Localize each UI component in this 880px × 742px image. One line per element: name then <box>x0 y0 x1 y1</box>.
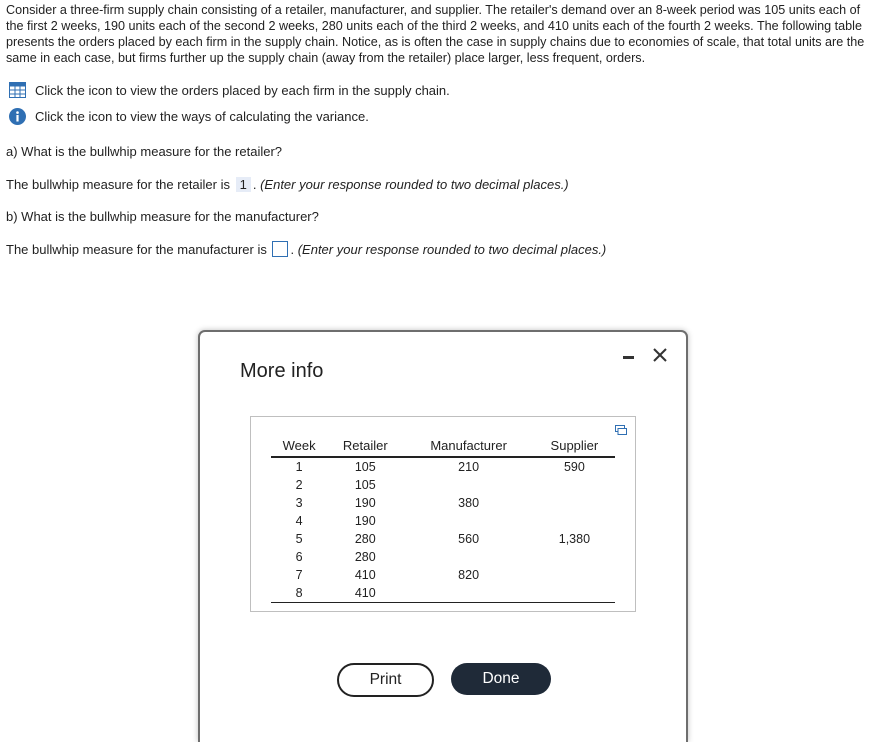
table-link-text: Click the icon to view the orders placed by each firm in the supply chain. <box>35 83 450 98</box>
table-cell: 190 <box>354 496 376 510</box>
table-cell: 590 <box>563 460 585 474</box>
table-row <box>271 494 615 512</box>
table-row <box>271 476 615 494</box>
variance-link[interactable] <box>9 108 369 125</box>
answer-a-line: The bullwhip measure for the retailer is 1 . (Enter your response rounded to two decimal places.) <box>6 177 569 192</box>
table-cell <box>403 512 533 530</box>
table-cell: 4 <box>295 514 303 528</box>
question-b: b) What is the bullwhip measure for the manufacturer? <box>6 209 319 224</box>
table-icon[interactable] <box>9 82 26 99</box>
table-cell <box>534 548 615 566</box>
answer-b-hint: (Enter your response rounded to two decimal places.) <box>297 242 607 257</box>
column-header: Retailer <box>327 437 403 457</box>
more-info-dialog <box>198 330 688 742</box>
table-cell <box>534 476 615 494</box>
answer-b-line: The bullwhip measure for the manufacturer is . (Enter your response rounded to two decimal places.) <box>6 242 607 257</box>
question-a: a) What is the bullwhip measure for the retailer? <box>6 144 283 159</box>
table-cell: 210 <box>458 460 480 474</box>
column-header: Manufacturer <box>403 437 533 457</box>
answer-a-prefix: The bullwhip measure for the retailer is <box>6 177 230 192</box>
table-cell <box>534 584 615 603</box>
table-cell: 5 <box>295 532 303 546</box>
table-cell <box>403 584 533 603</box>
answer-a-field[interactable]: 1 <box>236 177 251 192</box>
table-row <box>271 548 615 566</box>
column-header: Supplier <box>534 437 615 457</box>
variance-link-text: Click the icon to view the ways of calculating the variance. <box>35 109 369 124</box>
table-cell: 410 <box>327 584 403 603</box>
table-cell: 410 <box>354 568 376 582</box>
table-cell: 1 <box>295 460 303 474</box>
table-cell: 105 <box>354 460 376 474</box>
copy-icon[interactable] <box>615 423 627 433</box>
table-cell: 8 <box>271 584 327 603</box>
answer-b-field[interactable] <box>272 241 288 257</box>
table-cell: 280 <box>354 532 376 546</box>
table-cell: 2 <box>295 478 303 492</box>
data-panel <box>250 416 636 612</box>
table-cell: 7 <box>295 568 303 582</box>
table-cell: 105 <box>354 478 376 492</box>
problem-statement: Consider a three-firm supply chain consisting of a retailer, manufacturer, and supplier. The retailer's demand over an 8-week period was 105 units each of the first 2 weeks, 190 units each of the second 2 weeks, 280 units each of the third 2 weeks, and 410 units each of the fourth 2 weeks. The following table presents the orders placed by each firm in the supply chain. Notice, as is often the case in supply chains due to economies of scale, that total units are the same in each case, but firms further up the supply chain (away from the retailer) place larger, less frequent, orders. <box>6 3 865 65</box>
info-icon[interactable] <box>9 108 26 125</box>
table-row <box>271 457 615 476</box>
minimize-icon[interactable] <box>621 350 637 364</box>
table-cell: 3 <box>295 496 303 510</box>
table-cell: 560 <box>458 532 480 546</box>
table-cell <box>534 494 615 512</box>
dialog-title: More info <box>240 360 324 382</box>
table-row <box>271 584 615 603</box>
print-button[interactable]: Print <box>337 663 434 697</box>
close-icon[interactable] <box>651 346 669 364</box>
table-cell: 820 <box>458 568 480 582</box>
table-cell <box>534 512 615 530</box>
column-header: Week <box>271 437 327 457</box>
table-cell: 1,380 <box>558 532 591 546</box>
table-cell <box>403 476 533 494</box>
table-row <box>271 512 615 530</box>
done-button[interactable]: Done <box>451 663 551 695</box>
table-cell <box>534 566 615 584</box>
table-row <box>271 530 615 548</box>
answer-b-prefix: The bullwhip measure for the manufacturer is <box>6 242 267 257</box>
table-link[interactable] <box>9 82 450 99</box>
table-row <box>271 566 615 584</box>
table-cell <box>403 548 533 566</box>
table-cell: 6 <box>295 550 303 564</box>
table-cell: 190 <box>354 514 376 528</box>
orders-table <box>271 437 615 603</box>
table-cell: 280 <box>354 550 376 564</box>
table-cell: 380 <box>458 496 480 510</box>
answer-a-hint: (Enter your response rounded to two decimal places.) <box>260 177 569 192</box>
